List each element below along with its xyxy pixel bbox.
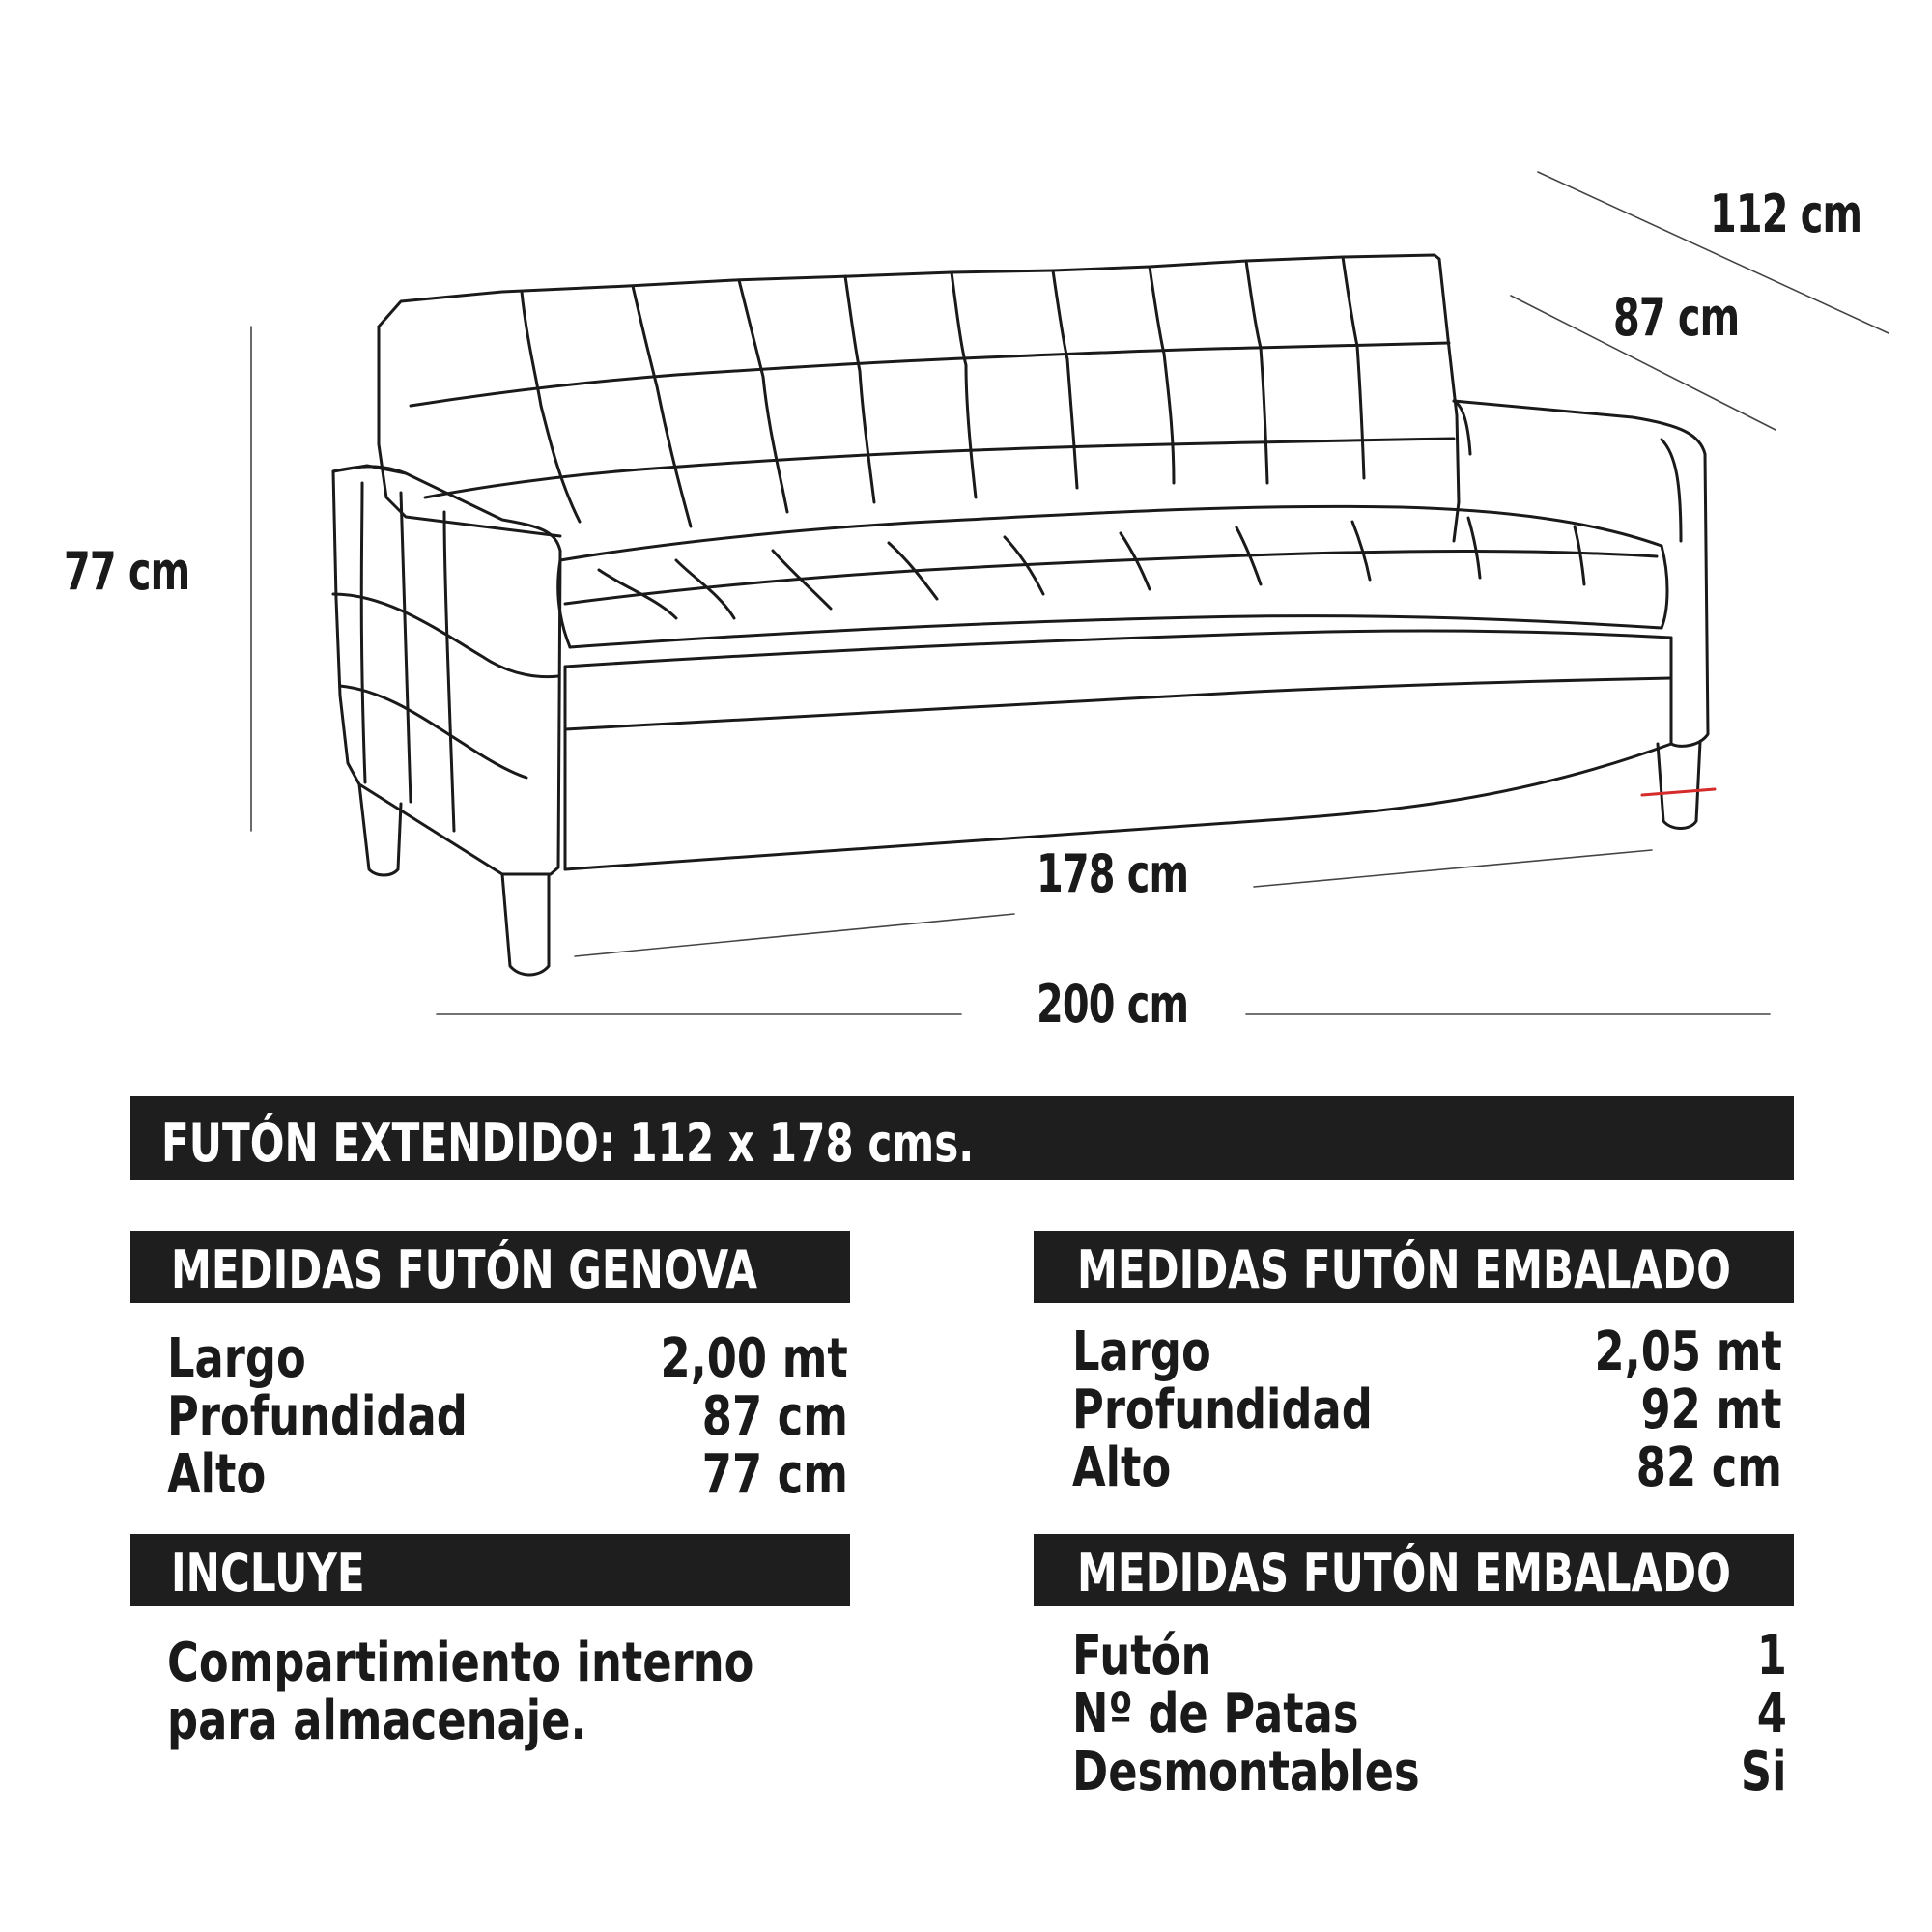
futon-extended-banner xyxy=(130,1096,1794,1180)
embalado2-row-desmontables: Desmontables Si xyxy=(1072,1741,1787,1804)
sofa-seat xyxy=(558,506,1667,647)
incluye-text: Compartimiento interno para almacenaje. xyxy=(167,1632,754,1752)
embalado2-header xyxy=(1034,1534,1794,1606)
sofa-base xyxy=(565,631,1671,869)
leg-height-marker xyxy=(1642,789,1715,795)
embalado-title: MEDIDAS FUTÓN EMBALADO xyxy=(1077,1239,1731,1300)
embalado-specs xyxy=(1072,1323,1782,1497)
sofa-legs xyxy=(359,742,1700,975)
dim-label-112: 112 cm xyxy=(1710,184,1862,244)
dim-label-87: 87 cm xyxy=(1613,287,1740,348)
sofa-backrest xyxy=(379,255,1459,541)
dim-label-200: 200 cm xyxy=(1037,974,1189,1035)
embalado2-row-patas: Nº de Patas 4 xyxy=(1072,1683,1787,1746)
genova-title: MEDIDAS FUTÓN GENOVA xyxy=(171,1239,757,1300)
embalado-row-largo: Largo 2,05 mt xyxy=(1072,1321,1782,1383)
embalado-header xyxy=(1034,1231,1794,1303)
embalado2-specs xyxy=(1072,1625,1787,1804)
dim-line-178-right xyxy=(1254,850,1652,887)
embalado-row-alto: Alto 82 cm xyxy=(1072,1436,1782,1499)
dim-label-178: 178 cm xyxy=(1037,843,1189,904)
embalado2-title: MEDIDAS FUTÓN EMBALADO xyxy=(1077,1543,1731,1604)
embalado-row-profundidad: Profundidad 92 mt xyxy=(1072,1378,1782,1441)
futon-extended-text: FUTÓN EXTENDIDO: 112 x 178 cms. xyxy=(161,1113,975,1174)
sofa-left-arm xyxy=(333,466,560,874)
genova-row-alto: Alto 77 cm xyxy=(167,1443,848,1506)
genova-specs xyxy=(167,1327,848,1506)
genova-header xyxy=(130,1231,850,1303)
genova-row-largo: Largo 2,00 mt xyxy=(167,1327,848,1390)
dim-line-178-left xyxy=(575,914,1014,956)
embalado2-row-futon: Futón 1 xyxy=(1072,1625,1787,1688)
dim-label-77: 77 cm xyxy=(64,541,190,602)
incluye-header xyxy=(130,1534,850,1606)
genova-row-profundidad: Profundidad 87 cm xyxy=(167,1385,848,1448)
incluye-title: INCLUYE xyxy=(171,1543,365,1604)
